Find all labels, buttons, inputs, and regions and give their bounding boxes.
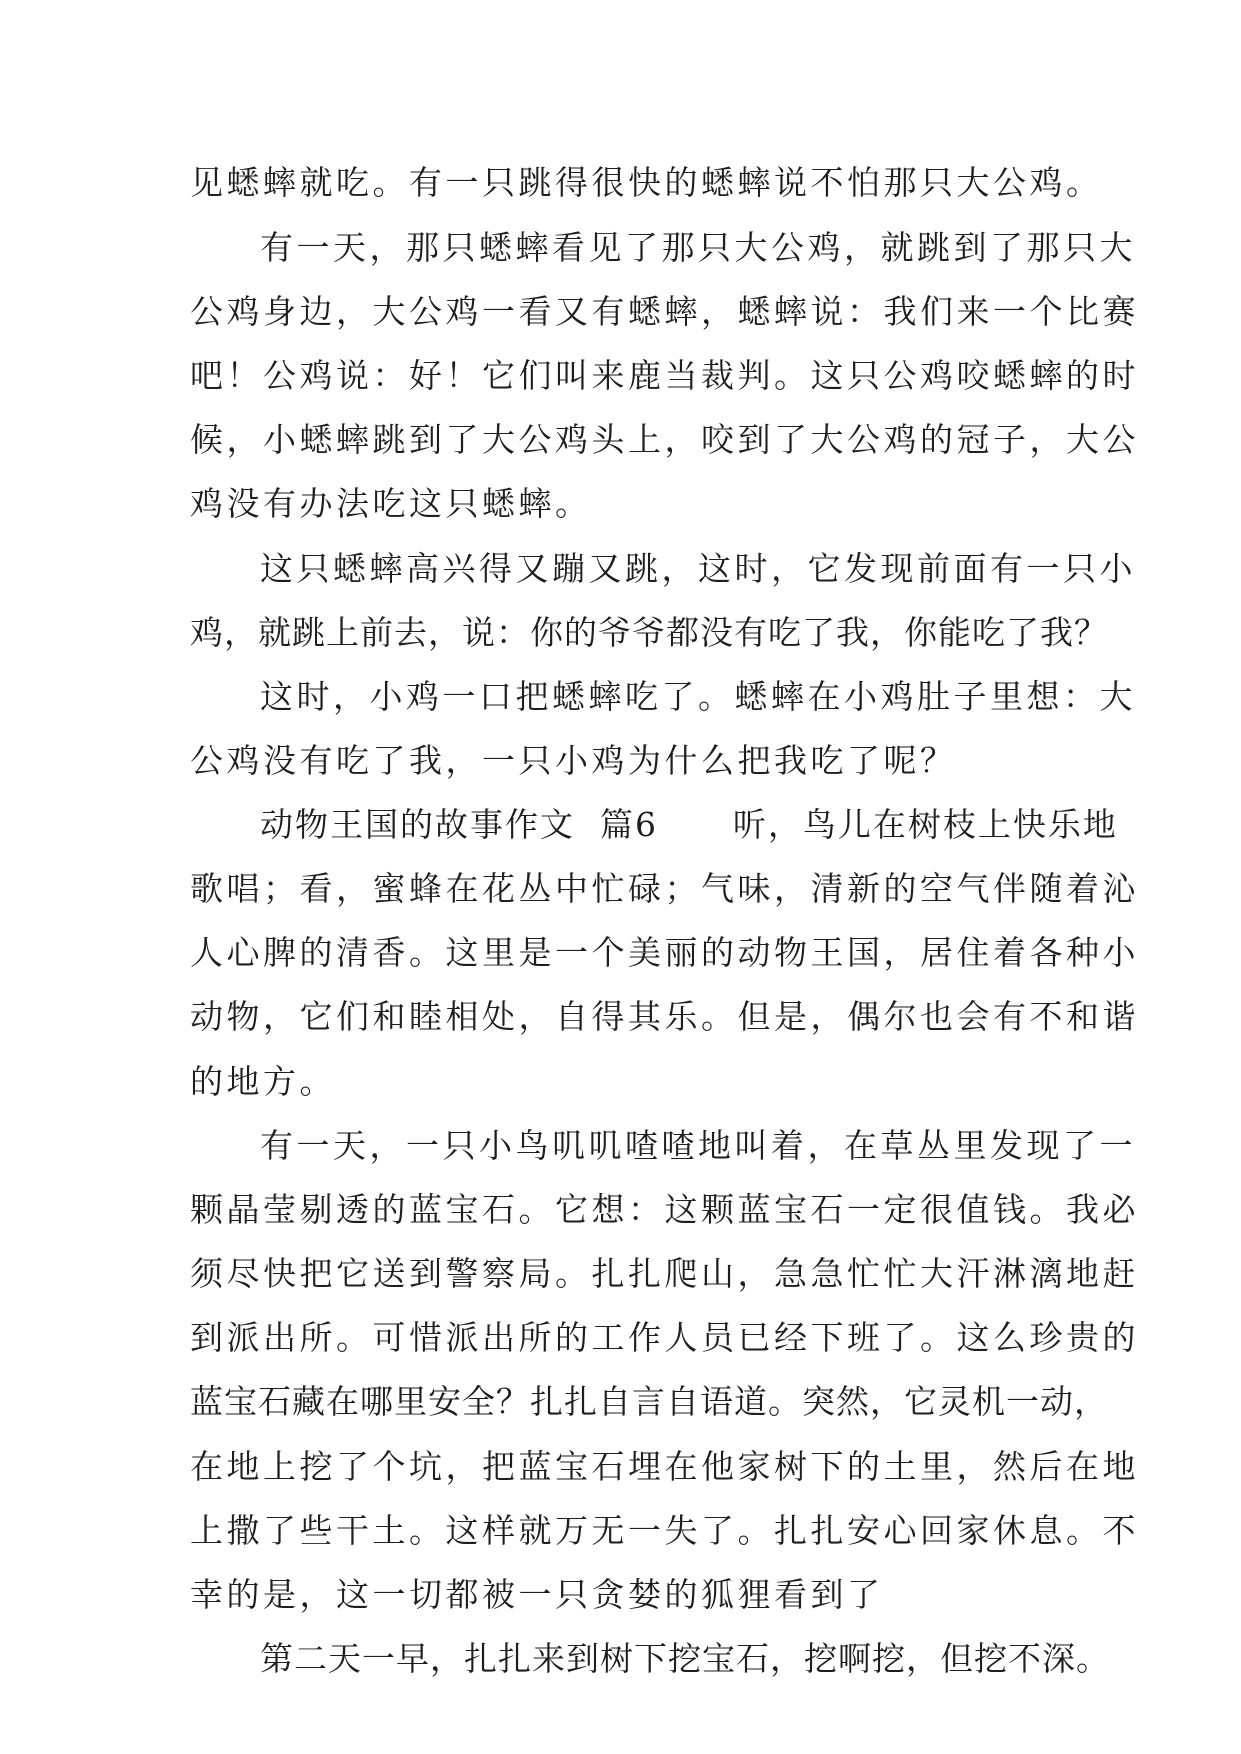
text-line: 这只蟋蟀高兴得又蹦又跳，这时，它发现前面有一只小 [260,549,1136,588]
text-line: 幸的是，这一切都被一只贪婪的狐狸看到了 [190,1575,884,1614]
text-line: 鸡没有办法吃这只蟋蟀。 [190,484,592,523]
text-line: 公鸡身边，大公鸡一看又有蟋蟀，蟋蟀说：我们来一个比赛 [190,292,1139,331]
text-line: 歌唱；看，蜜蜂在花丛中忙碌；气味，清新的空气伴随着沁 [190,869,1139,908]
text-line: 在地上挖了个坑，把蓝宝石埋在他家树下的土里，然后在地 [190,1447,1139,1486]
text-line: 颗晶莹剔透的蓝宝石。它想：这颗蓝宝石一定很值钱。我必 [190,1190,1139,1229]
text-line: 有一天，那只蟋蟀看见了那只大公鸡，就跳到了那只大 [260,228,1136,267]
text-line: 第二天一早，扎扎来到树下挖宝石，挖啊挖，但挖不深。 [260,1639,1110,1678]
text-line: 公鸡没有吃了我，一只小鸡为什么把我吃了呢？ [190,741,957,780]
text-line: 鸡，就跳上前去，说：你的爷爷都没有吃了我，你能吃了我？ [190,613,1108,652]
text-line: 上撒了些干土。这样就万无一失了。扎扎安心回家休息。不 [190,1511,1139,1550]
text-line: 到派出所。可惜派出所的工作人员已经下班了。这么珍贵的 [190,1318,1139,1357]
text-line: 动物，它们和睦相处，自得其乐。但是，偶尔也会有不和谐 [190,997,1139,1036]
text-line: 蓝宝石藏在哪里安全？扎扎自言自语道。突然，它灵机一动， [190,1382,1108,1421]
text-line: 须尽快把它送到警察局。扎扎爬山，急急忙忙大汗淋漓地赶 [190,1254,1139,1293]
text-line: 这时，小鸡一口把蟋蟀吃了。蟋蟀在小鸡肚子里想：大 [260,677,1136,716]
text-line: 的地方。 [190,1062,336,1101]
text-line: 人心脾的清香。这里是一个美丽的动物王国，居住着各种小 [190,933,1139,972]
text-line: 见蟋蟀就吃。有一只跳得很快的蟋蟀说不怕那只大公鸡。 [190,163,1103,202]
text-line: 吧！公鸡说：好！它们叫来鹿当裁判。这只公鸡咬蟋蟀的时 [190,356,1139,395]
text-line: 候，小蟋蟀跳到了大公鸡头上，咬到了大公鸡的冠子，大公 [190,420,1139,459]
text-line: 动物王国的故事作文 篇6 听，鸟儿在树枝上快乐地 [260,805,1118,844]
text-line: 有一天，一只小鸟叽叽喳喳地叫着，在草丛里发现了一 [260,1126,1136,1165]
